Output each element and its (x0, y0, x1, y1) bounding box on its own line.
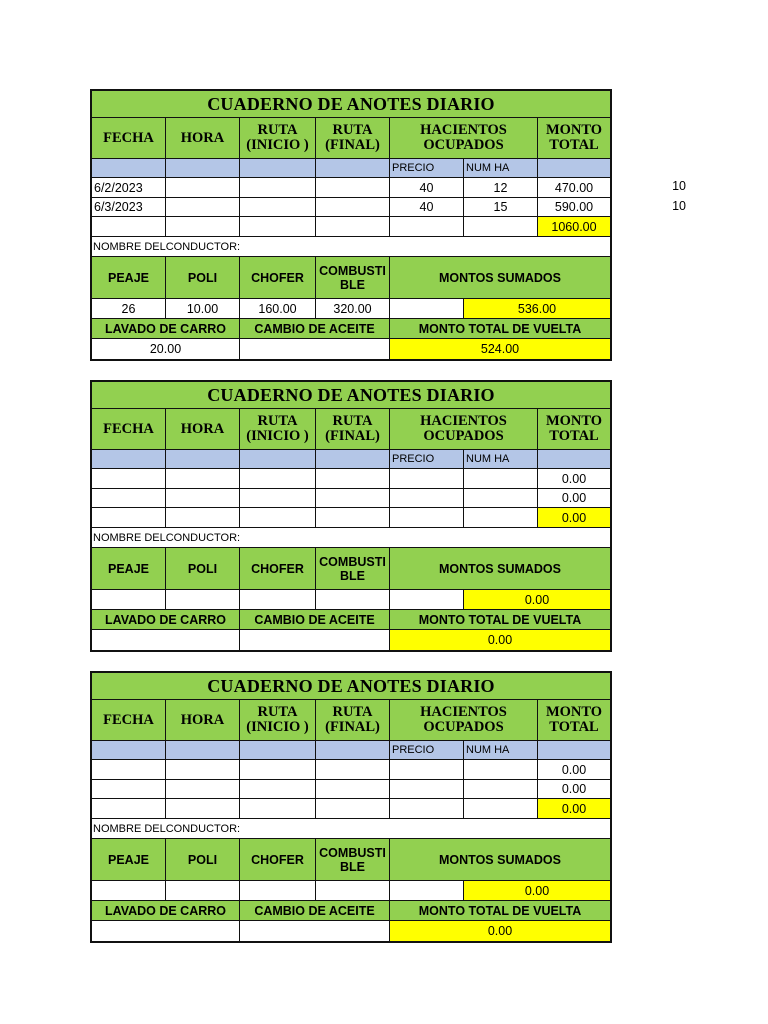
row-precio[interactable] (390, 469, 464, 489)
subheader-precio: PRECIO (390, 159, 464, 178)
side-value: 10 (672, 199, 686, 213)
header-asientos-ocupados: HACIENTOS OCUPADOS (390, 118, 538, 159)
blank-value (390, 590, 464, 610)
subheader-blank (240, 450, 316, 469)
row-monto: 590.00 (538, 198, 610, 217)
row-ruta-inicio[interactable] (240, 489, 316, 508)
row-ruta-final[interactable] (316, 217, 390, 237)
subheader-num-ha: NUM HA (464, 450, 538, 469)
subheader-blank (166, 741, 240, 760)
header-asientos-ocupados: HACIENTOS OCUPADOS (390, 409, 538, 450)
monto-total-sum: 1060.00 (538, 217, 610, 237)
subheader-blank (92, 741, 166, 760)
row-hora[interactable] (166, 780, 240, 799)
row-ruta-final[interactable] (316, 198, 390, 217)
block-title: CUADERNO DE ANOTES DIARIO (92, 91, 610, 118)
row-ruta-inicio[interactable] (240, 469, 316, 489)
row-fecha[interactable] (92, 799, 166, 819)
nombre-conductor-label: NOMBRE DELCONDUCTOR: (92, 819, 610, 839)
row-num-ha[interactable]: 12 (464, 178, 538, 198)
row-monto: 0.00 (538, 469, 610, 489)
blank-value (390, 881, 464, 901)
header-monto-total-de-vuelta: MONTO TOTAL DE VUELTA (390, 610, 610, 630)
aceite-value[interactable] (240, 921, 390, 941)
header-cambio-de-aceite: CAMBIO DE ACEITE (240, 610, 390, 630)
row-precio[interactable] (390, 799, 464, 819)
aceite-value[interactable] (240, 630, 390, 650)
blank-value (390, 299, 464, 319)
header-monto-total-de-vuelta: MONTO TOTAL DE VUELTA (390, 319, 610, 339)
poli-value[interactable] (166, 881, 240, 901)
header-fecha: FECHA (92, 409, 166, 450)
row-ruta-final[interactable] (316, 508, 390, 528)
row-hora[interactable] (166, 799, 240, 819)
subheader-blank (538, 741, 610, 760)
header-peaje: PEAJE (92, 257, 166, 299)
subheader-num-ha: NUM HA (464, 741, 538, 760)
monto-total-sum: 0.00 (538, 508, 610, 528)
chofer-value[interactable]: 160.00 (240, 299, 316, 319)
row-fecha[interactable]: 6/3/2023 (92, 198, 166, 217)
combustible-value[interactable] (316, 881, 390, 901)
monto-total-de-vuelta-value: 524.00 (390, 339, 610, 359)
header-ruta-final: RUTA (FINAL) (316, 118, 390, 159)
row-ruta-inicio[interactable] (240, 799, 316, 819)
poli-value[interactable] (166, 590, 240, 610)
header-poli: POLI (166, 548, 240, 590)
header-montos-sumados: MONTOS SUMADOS (390, 257, 610, 299)
header-ruta-inicio: RUTA (INICIO ) (240, 409, 316, 450)
row-ruta-final[interactable] (316, 799, 390, 819)
chofer-value[interactable] (240, 881, 316, 901)
subheader-blank (166, 450, 240, 469)
header-poli: POLI (166, 257, 240, 299)
aceite-value[interactable] (240, 339, 390, 359)
header-monto-total: MONTO TOTAL (538, 409, 610, 450)
header-montos-sumados: MONTOS SUMADOS (390, 839, 610, 881)
header-monto-total: MONTO TOTAL (538, 700, 610, 741)
header-ruta-inicio: RUTA (INICIO ) (240, 118, 316, 159)
montos-sumados-value: 0.00 (464, 881, 610, 901)
combustible-value[interactable]: 320.00 (316, 299, 390, 319)
row-precio[interactable] (390, 489, 464, 508)
header-poli: POLI (166, 839, 240, 881)
row-hora[interactable] (166, 217, 240, 237)
header-peaje: PEAJE (92, 839, 166, 881)
row-hora[interactable] (166, 198, 240, 217)
row-num-ha[interactable] (464, 508, 538, 528)
row-ruta-inicio[interactable] (240, 198, 316, 217)
subheader-blank (538, 159, 610, 178)
row-ruta-final[interactable] (316, 489, 390, 508)
header-chofer: CHOFER (240, 839, 316, 881)
subheader-blank (240, 741, 316, 760)
row-ruta-inicio[interactable] (240, 508, 316, 528)
row-ruta-final[interactable] (316, 469, 390, 489)
row-ruta-inicio[interactable] (240, 760, 316, 780)
header-monto-total-de-vuelta: MONTO TOTAL DE VUELTA (390, 901, 610, 921)
header-combustible: COMBUSTI BLE (316, 839, 390, 881)
subheader-blank (240, 159, 316, 178)
row-precio[interactable]: 40 (390, 198, 464, 217)
monto-total-sum: 0.00 (538, 799, 610, 819)
header-montos-sumados: MONTOS SUMADOS (390, 548, 610, 590)
row-hora[interactable] (166, 469, 240, 489)
peaje-value[interactable]: 26 (92, 299, 166, 319)
header-cambio-de-aceite: CAMBIO DE ACEITE (240, 319, 390, 339)
row-monto: 0.00 (538, 780, 610, 799)
row-precio[interactable] (390, 508, 464, 528)
row-precio[interactable] (390, 217, 464, 237)
row-fecha[interactable]: 6/2/2023 (92, 178, 166, 198)
poli-value[interactable]: 10.00 (166, 299, 240, 319)
row-fecha[interactable] (92, 780, 166, 799)
subheader-blank (538, 450, 610, 469)
row-ruta-inicio[interactable] (240, 217, 316, 237)
header-lavado-de-carro: LAVADO DE CARRO (92, 610, 240, 630)
row-monto: 470.00 (538, 178, 610, 198)
row-monto: 0.00 (538, 489, 610, 508)
side-value: 10 (672, 179, 686, 193)
row-hora[interactable] (166, 508, 240, 528)
row-ruta-final[interactable] (316, 178, 390, 198)
lavado-value[interactable]: 20.00 (92, 339, 240, 359)
row-ruta-final[interactable] (316, 780, 390, 799)
nombre-conductor-label: NOMBRE DELCONDUCTOR: (92, 237, 610, 257)
row-num-ha[interactable]: 15 (464, 198, 538, 217)
header-ruta-final: RUTA (FINAL) (316, 409, 390, 450)
row-num-ha[interactable] (464, 469, 538, 489)
nombre-conductor-label: NOMBRE DELCONDUCTOR: (92, 528, 610, 548)
montos-sumados-value: 0.00 (464, 590, 610, 610)
header-monto-total: MONTO TOTAL (538, 118, 610, 159)
notebook-block-3 (90, 671, 612, 943)
header-cambio-de-aceite: CAMBIO DE ACEITE (240, 901, 390, 921)
notebook-block-1 (90, 89, 612, 361)
row-num-ha[interactable] (464, 780, 538, 799)
subheader-blank (92, 450, 166, 469)
subheader-precio: PRECIO (390, 450, 464, 469)
row-num-ha[interactable] (464, 217, 538, 237)
subheader-num-ha: NUM HA (464, 159, 538, 178)
row-fecha[interactable] (92, 508, 166, 528)
header-lavado-de-carro: LAVADO DE CARRO (92, 319, 240, 339)
montos-sumados-value: 536.00 (464, 299, 610, 319)
row-hora[interactable] (166, 760, 240, 780)
row-num-ha[interactable] (464, 799, 538, 819)
monto-total-de-vuelta-value: 0.00 (390, 921, 610, 941)
header-ruta-final: RUTA (FINAL) (316, 700, 390, 741)
header-chofer: CHOFER (240, 257, 316, 299)
row-ruta-final[interactable] (316, 760, 390, 780)
block-title: CUADERNO DE ANOTES DIARIO (92, 673, 610, 700)
header-combustible: COMBUSTI BLE (316, 548, 390, 590)
row-ruta-inicio[interactable] (240, 178, 316, 198)
row-num-ha[interactable] (464, 489, 538, 508)
header-fecha: FECHA (92, 700, 166, 741)
peaje-value[interactable] (92, 881, 166, 901)
header-ruta-inicio: RUTA (INICIO ) (240, 700, 316, 741)
lavado-value[interactable] (92, 630, 240, 650)
block-title: CUADERNO DE ANOTES DIARIO (92, 382, 610, 409)
row-fecha[interactable] (92, 489, 166, 508)
notebook-block-2 (90, 380, 612, 652)
row-ruta-inicio[interactable] (240, 780, 316, 799)
row-monto: 0.00 (538, 760, 610, 780)
subheader-blank (316, 741, 390, 760)
row-fecha[interactable] (92, 217, 166, 237)
header-lavado-de-carro: LAVADO DE CARRO (92, 901, 240, 921)
subheader-blank (316, 450, 390, 469)
row-hora[interactable] (166, 489, 240, 508)
row-num-ha[interactable] (464, 760, 538, 780)
row-hora[interactable] (166, 178, 240, 198)
header-hora: HORA (166, 118, 240, 159)
row-fecha[interactable] (92, 760, 166, 780)
header-combustible: COMBUSTI BLE (316, 257, 390, 299)
header-fecha: FECHA (92, 118, 166, 159)
subheader-blank (92, 159, 166, 178)
header-asientos-ocupados: HACIENTOS OCUPADOS (390, 700, 538, 741)
combustible-value[interactable] (316, 590, 390, 610)
header-hora: HORA (166, 409, 240, 450)
peaje-value[interactable] (92, 590, 166, 610)
row-precio[interactable] (390, 780, 464, 799)
subheader-blank (166, 159, 240, 178)
monto-total-de-vuelta-value: 0.00 (390, 630, 610, 650)
row-fecha[interactable] (92, 469, 166, 489)
subheader-precio: PRECIO (390, 741, 464, 760)
header-peaje: PEAJE (92, 548, 166, 590)
subheader-blank (316, 159, 390, 178)
row-precio[interactable]: 40 (390, 178, 464, 198)
lavado-value[interactable] (92, 921, 240, 941)
header-hora: HORA (166, 700, 240, 741)
header-chofer: CHOFER (240, 548, 316, 590)
row-precio[interactable] (390, 760, 464, 780)
chofer-value[interactable] (240, 590, 316, 610)
